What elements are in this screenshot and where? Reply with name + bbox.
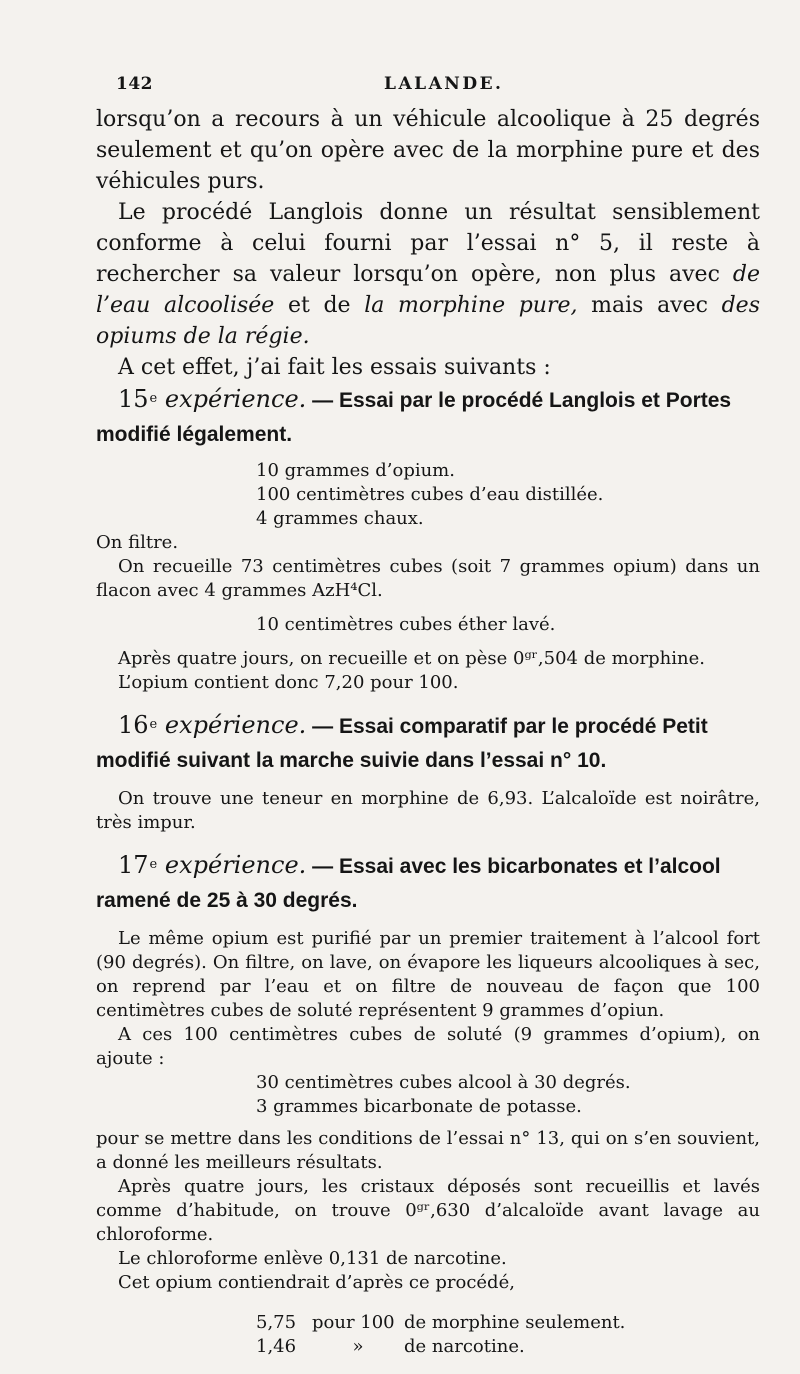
paragraph-2-start: Le procédé Langlois donne un résultat sensiblement conforme à celui fourni par l’essai n° 5, il reste à rechercher sa valeur lorsqu’on opère, non plus avec (96, 200, 760, 287)
experience-15-word: expérience. (164, 385, 307, 413)
experience-17-heading (96, 849, 760, 917)
experience-17-paragraph-3: pour se mettre dans les conditions de l’essai n° 13, qui on s’en souvient, a donné les meilleurs résultats. (96, 1128, 760, 1173)
result-unit: pour 100 (312, 1312, 395, 1333)
page-content (96, 104, 760, 1359)
result-ditto: » (352, 1336, 364, 1357)
experience-15-contient: L’opium contient donc 7,20 pour 100. (118, 672, 459, 693)
result-row (256, 1311, 760, 1335)
paragraph-2-italic-2: la morphine pure, (364, 293, 578, 318)
result-row (256, 1335, 760, 1359)
experience-17-paragraph-4: Après quatre jours, les cristaux déposés sont recueillis et lavés comme d’habitude, on trouve 0ᵍʳ,630 d’alcaloïde avant lavage au chloroforme. (96, 1176, 760, 1245)
experience-15-item: 4 grammes chaux. (256, 508, 424, 529)
experience-17-paragraph-2: A ces 100 centimètres cubes de soluté (9 grammes d’opium), on ajoute : (96, 1024, 760, 1069)
experience-17-paragraph-5: Le chloroforme enlève 0,131 de narcotine. (118, 1248, 507, 1269)
result-value: 5,75 (256, 1312, 297, 1333)
experience-17-title: — Essai avec les bicarbonates et l’alcool ramené de 25 à 30 degrés. (96, 855, 721, 912)
page-number: 142 (116, 74, 153, 94)
experience-15-ether: 10 centimètres cubes éther lavé. (256, 614, 556, 635)
experience-16-word: expérience. (164, 711, 307, 739)
page-header (116, 74, 756, 102)
experience-16-title: — Essai comparatif par le procédé Petit modifié suivant la marche suivie dans l’essai n° 10. (96, 715, 708, 772)
experience-15-number: 15 (118, 385, 149, 413)
paragraph-2 (96, 197, 760, 352)
running-head: LALANDE. (384, 74, 504, 94)
experience-16-number: 16 (118, 711, 149, 739)
result-description: de narcotine. (404, 1336, 525, 1357)
experience-15-recueille: On recueille 73 centimètres cubes (soit 7 grammes opium) dans un flacon avec 4 grammes AzH⁴Cl. (96, 556, 760, 601)
paragraph-3: A cet effet, j’ai fait les essais suivants : (118, 355, 551, 380)
experience-17-items (256, 1071, 760, 1119)
experience-15-title: — Essai par le procédé Langlois et Portes modifié légalement. (96, 389, 732, 446)
experience-17-paragraph-6: Cet opium contiendrait d’après ce procédé, (118, 1272, 515, 1293)
experience-15-items (256, 459, 760, 531)
paragraph-2-italic-1: de l’eau alcoolisée (96, 262, 760, 318)
experience-15-heading (96, 383, 760, 451)
experience-16-heading (96, 709, 760, 777)
experience-17-paragraph-1: Le même opium est purifié par un premier traitement à l’alcool fort (90 degrés). On filtre, on lave, on évapore les liqueurs alcooliques à sec, on reprend par l’eau et on filtre de nouveau de façon que 100 centimètres cubes de soluté représentent 9 grammes d’opiun. (96, 928, 760, 1021)
experience-15-after: Après quatre jours, on recueille et on pèse 0ᵍʳ,504 de morphine. (118, 648, 705, 669)
result-description: de morphine seulement. (404, 1312, 626, 1333)
experience-15-on-filtre: On filtre. (96, 532, 179, 553)
experience-17-item: 30 centimètres cubes alcool à 30 degrés. (256, 1072, 631, 1093)
experience-17-item: 3 grammes bicarbonate de potasse. (256, 1096, 582, 1117)
experience-15-superscript: e (149, 391, 158, 406)
result-value: 1,46 (256, 1336, 297, 1357)
experience-17-superscript: e (149, 857, 158, 872)
paragraph-1: lorsqu’on a recours à un véhicule alcoolique à 25 degrés seulement et qu’on opère avec de la morphine pure et des véhicules purs. (96, 107, 760, 194)
experience-16-text: On trouve une teneur en morphine de 6,93. L’alcaloïde est noirâtre, très impur. (96, 788, 760, 833)
paragraph-2-italic-3: des opiums de la régie. (96, 293, 760, 349)
experience-16-superscript: e (149, 717, 158, 732)
paragraph-2-mid-2: mais avec (577, 293, 722, 318)
experience-17-word: expérience. (164, 851, 307, 879)
paragraph-2-mid: et de (274, 293, 365, 318)
experience-15-item: 10 grammes d’opium. (256, 460, 455, 481)
experience-17-number: 17 (118, 851, 149, 879)
experience-15-item: 100 centimètres cubes d’eau distillée. (256, 484, 604, 505)
